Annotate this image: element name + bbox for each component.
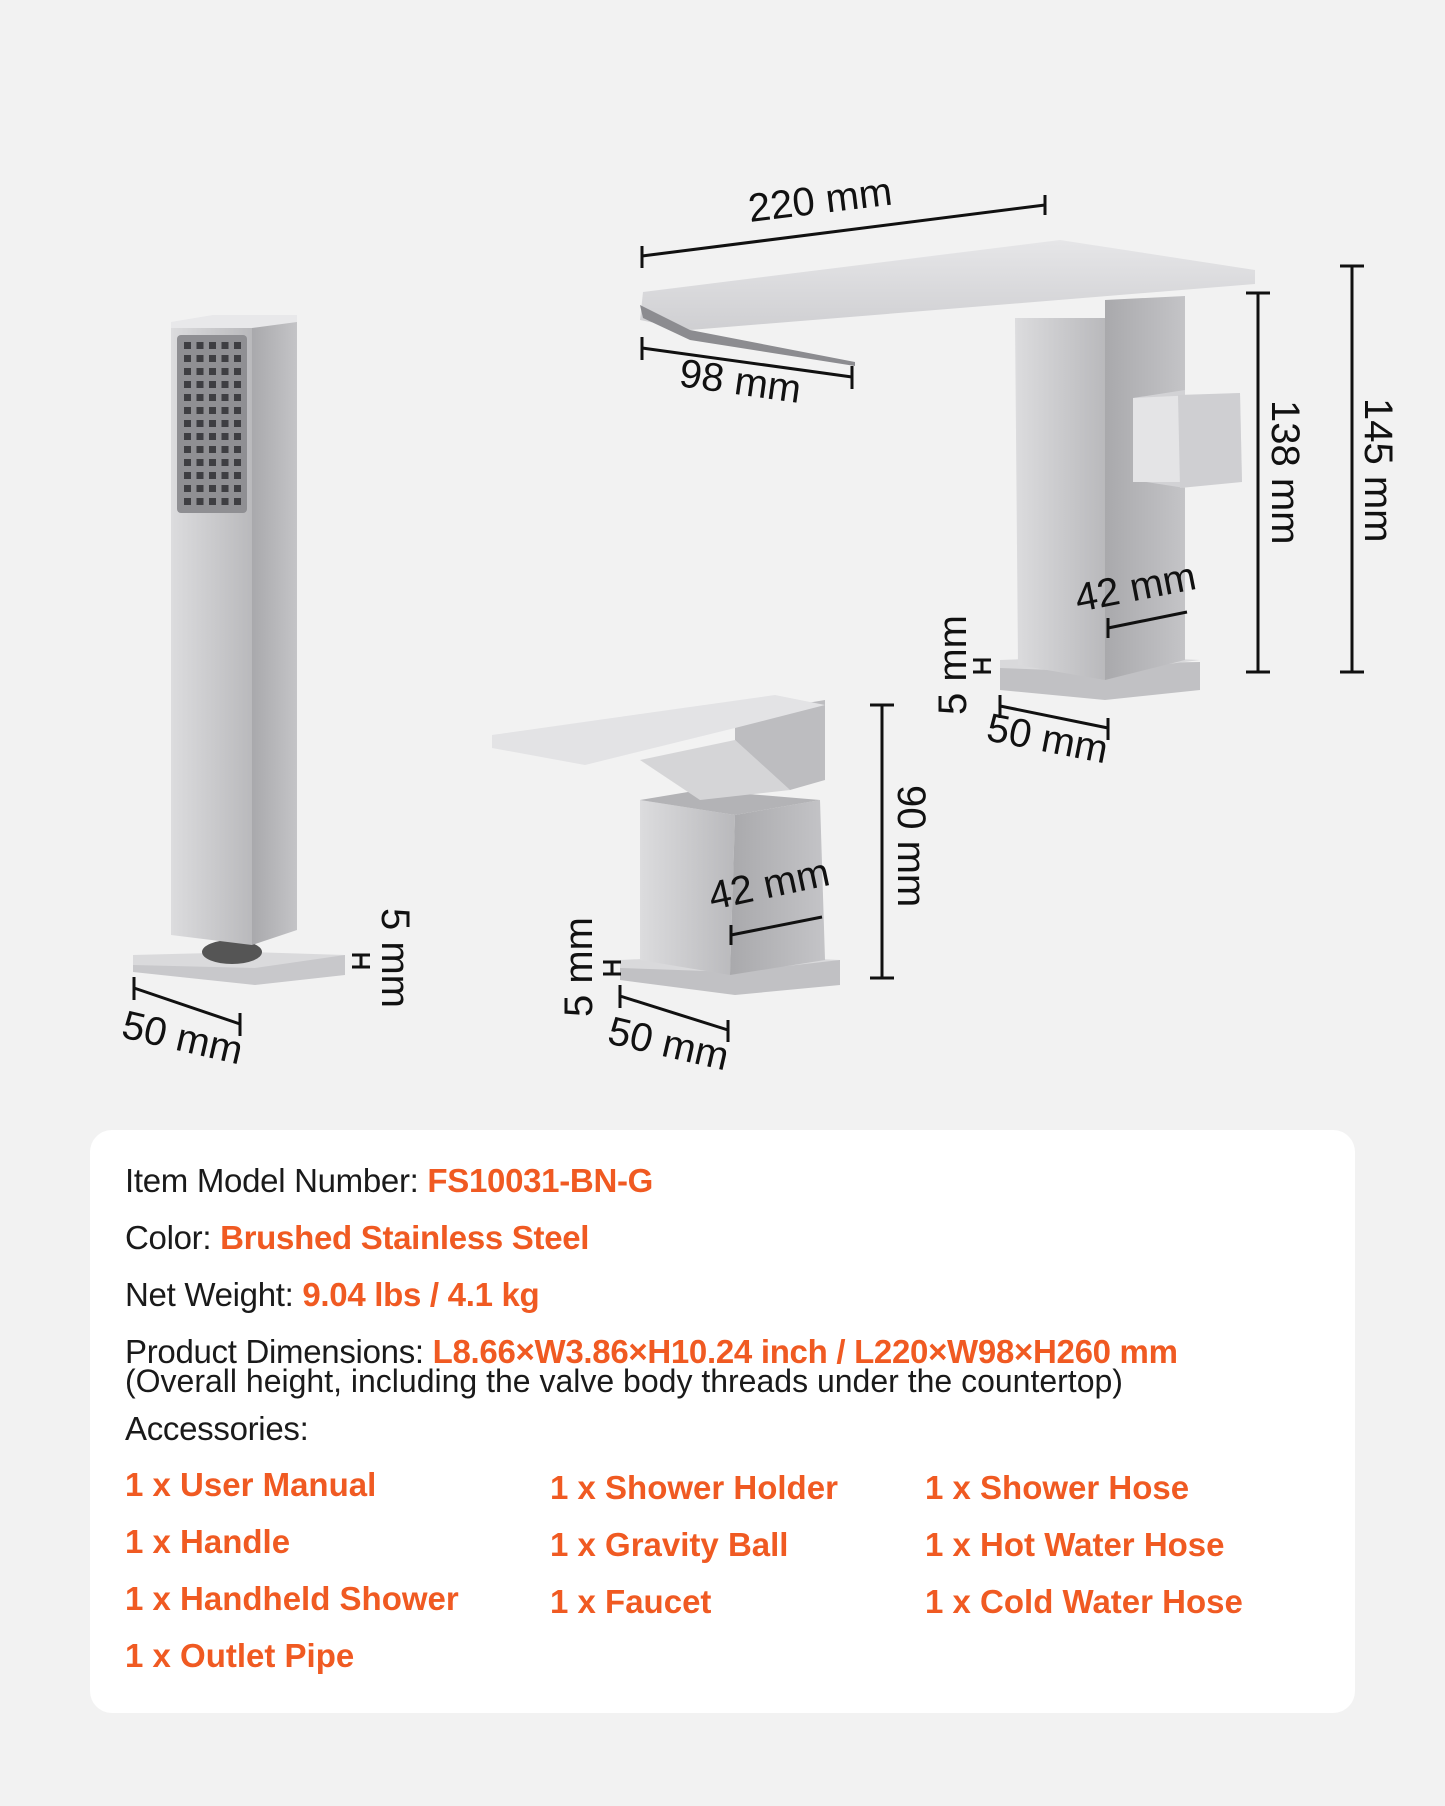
faucet-base-width-label: 50 mm	[983, 705, 1112, 773]
shower-nozzle	[222, 472, 229, 479]
handheld-shower-illustration	[133, 315, 345, 985]
shower-nozzle	[234, 420, 241, 427]
shower-nozzle	[197, 459, 204, 466]
faucet-base-height-label: 5 mm	[931, 615, 975, 715]
shower-nozzle	[184, 459, 191, 466]
shower-nozzle	[222, 485, 229, 492]
shower-nozzle	[222, 433, 229, 440]
net-weight-row	[125, 1276, 539, 1314]
shower-nozzle	[184, 368, 191, 375]
shower-nozzle	[234, 498, 241, 505]
shower-nozzle	[234, 472, 241, 479]
shower-nozzle	[222, 381, 229, 388]
shower-nozzle	[234, 485, 241, 492]
shower-nozzle	[197, 446, 204, 453]
shower-nozzle	[222, 420, 229, 427]
shower-nozzle	[234, 394, 241, 401]
shower-nozzle	[234, 446, 241, 453]
shower-nozzle	[197, 368, 204, 375]
accessory-item: 1 x Outlet Pipe	[125, 1637, 355, 1674]
shower-nozzle	[234, 407, 241, 414]
shower-nozzle	[222, 407, 229, 414]
shower-base-height-label: 5 mm	[373, 908, 417, 1008]
shower-base-width-label: 50 mm	[117, 1002, 247, 1074]
handle-base-height-label: 5 mm	[557, 917, 601, 1017]
net-weight-value: 9.04 lbs / 4.1 kg	[302, 1276, 540, 1313]
model-number-label: Item Model Number:	[125, 1162, 428, 1199]
handle-base-width-label: 50 mm	[603, 1008, 733, 1080]
shower-nozzle	[184, 407, 191, 414]
shower-nozzle	[209, 394, 216, 401]
shower-nozzle	[184, 381, 191, 388]
color-label: Color:	[125, 1219, 221, 1256]
product-dimensions-label: Product Dimensions:	[125, 1333, 433, 1370]
shower-nozzle	[234, 433, 241, 440]
shower-nozzle	[197, 472, 204, 479]
color-value: Brushed Stainless Steel	[220, 1219, 590, 1256]
shower-nozzle	[197, 342, 204, 349]
shower-nozzle	[184, 472, 191, 479]
accessory-item: 1 x Handle	[125, 1523, 291, 1560]
shower-nozzle	[234, 381, 241, 388]
faucet-total-height-label: 145 mm	[1356, 398, 1400, 543]
shower-nozzle	[184, 485, 191, 492]
shower-nozzle	[209, 433, 216, 440]
shower-nozzle	[222, 394, 229, 401]
shower-nozzle	[209, 342, 216, 349]
shower-nozzle	[184, 342, 191, 349]
shower-nozzle	[184, 420, 191, 427]
shower-nozzle	[209, 420, 216, 427]
accessory-item: 1 x Gravity Ball	[550, 1526, 789, 1563]
handle-height-label: 90 mm	[889, 785, 933, 908]
shower-nozzle	[222, 368, 229, 375]
shower-nozzle	[209, 381, 216, 388]
shower-nozzle	[209, 498, 216, 505]
shower-nozzle	[197, 394, 204, 401]
net-weight-label: Net Weight:	[125, 1276, 303, 1313]
shower-nozzle	[209, 407, 216, 414]
faucet-body-height-label: 138 mm	[1263, 400, 1307, 545]
shower-nozzle	[222, 446, 229, 453]
accessory-item: 1 x User Manual	[125, 1466, 377, 1503]
product-dimensions-value: L8.66×W3.86×H10.24 inch / L220×W98×H260 mm	[432, 1333, 1178, 1370]
shower-nozzle	[209, 459, 216, 466]
shower-nozzle	[184, 498, 191, 505]
color-row	[125, 1219, 589, 1257]
shower-nozzle	[184, 446, 191, 453]
accessory-item: 1 x Shower Hose	[925, 1469, 1190, 1506]
faucet-body-width-label: 42 mm	[1071, 554, 1200, 621]
accessory-item: 1 x Hot Water Hose	[925, 1526, 1225, 1563]
shower-nozzle	[197, 485, 204, 492]
accessory-item: 1 x Shower Holder	[550, 1469, 838, 1506]
shower-nozzle	[209, 472, 216, 479]
shower-nozzle	[209, 355, 216, 362]
accessory-item: 1 x Handheld Shower	[125, 1580, 459, 1617]
accessory-item: 1 x Faucet	[550, 1583, 712, 1620]
shower-nozzle	[209, 485, 216, 492]
handle-illustration	[492, 695, 840, 995]
handle-body-width-label: 42 mm	[704, 850, 834, 919]
shower-nozzle	[184, 355, 191, 362]
model-number-value: FS10031-BN-G	[427, 1162, 654, 1199]
shower-nozzle	[234, 342, 241, 349]
shower-nozzle	[234, 459, 241, 466]
shower-nozzle	[209, 368, 216, 375]
shower-nozzle	[222, 342, 229, 349]
shower-nozzle	[197, 407, 204, 414]
spout-depth-label: 98 mm	[676, 351, 804, 412]
shower-nozzle	[222, 355, 229, 362]
model-number-row	[125, 1162, 653, 1200]
shower-nozzle	[197, 433, 204, 440]
shower-nozzle	[222, 459, 229, 466]
shower-nozzle	[197, 355, 204, 362]
product-dimensions-note: (Overall height, including the valve body threads under the countertop)	[125, 1363, 1123, 1399]
shower-nozzle	[197, 381, 204, 388]
shower-nozzle	[234, 368, 241, 375]
shower-nozzle	[222, 498, 229, 505]
shower-nozzle	[209, 446, 216, 453]
accessory-item: 1 x Cold Water Hose	[925, 1583, 1243, 1620]
shower-nozzle	[197, 498, 204, 505]
specifications-card	[90, 1130, 1355, 1713]
accessories-heading: Accessories:	[125, 1410, 309, 1447]
faucet-length-label: 220 mm	[745, 169, 895, 231]
shower-nozzle	[197, 420, 204, 427]
shower-nozzle	[184, 394, 191, 401]
shower-nozzle	[184, 433, 191, 440]
shower-nozzle	[234, 355, 241, 362]
